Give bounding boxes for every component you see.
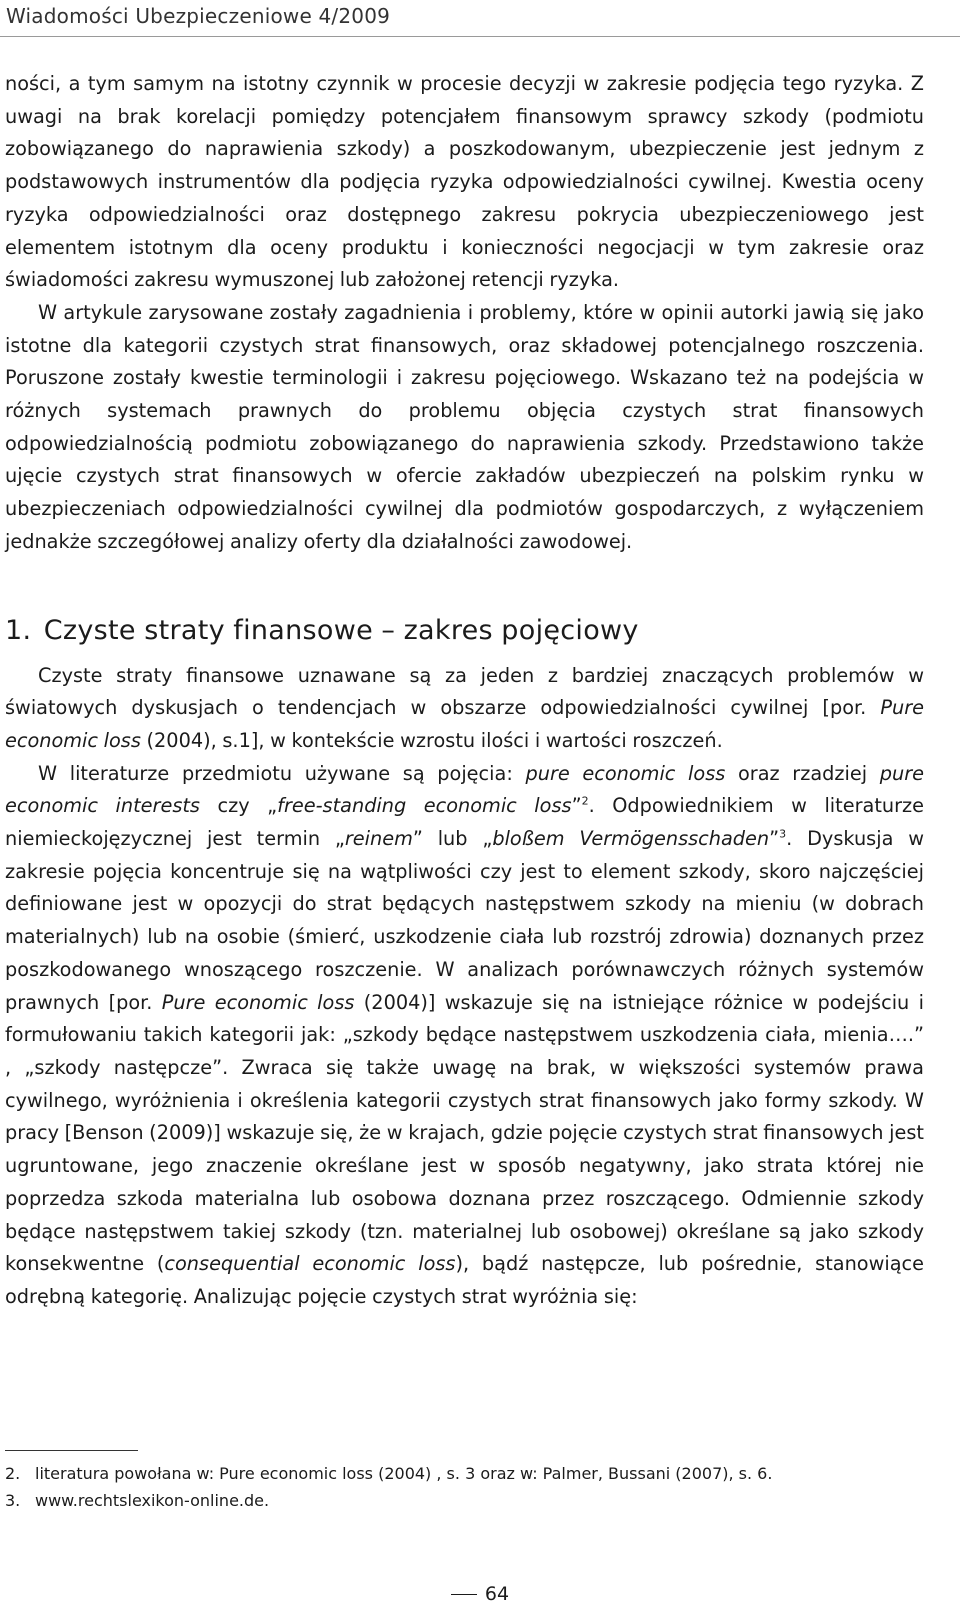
page-number-dash <box>451 1594 477 1595</box>
text-run: . Odpowiednikiem w literaturze niemieckojęzycznej jest termin „ <box>5 794 925 851</box>
italic-run: consequential economic loss <box>164 1252 456 1276</box>
footnote-ref-3: 3 <box>779 827 787 841</box>
text-run: ” lub „ <box>412 827 493 851</box>
italic-run: Pure economic loss <box>5 696 924 752</box>
footnote-text: literatura powołana w: Pure economic loss (2004) , s. 3 oraz w: Palmer, Bussani (2007), s. 6. <box>35 1464 773 1483</box>
running-header <box>0 0 960 37</box>
section-paragraph-1 <box>5 660 924 758</box>
page-number <box>0 1583 960 1605</box>
text-run: ), bądź następcze, lub pośrednie, stanowiące odrębną kategorię. Analizując pojęcie czystych strat wyróżnia się: <box>5 1252 924 1308</box>
section-paragraph-2 <box>5 758 924 1314</box>
footnote-text: www.rechtslexikon-online.de. <box>35 1491 270 1510</box>
text-run: ” <box>769 827 780 851</box>
page-number-value: 64 <box>484 1583 510 1605</box>
italic-run: bloßem Vermögensschaden <box>492 827 770 851</box>
article-body <box>5 68 924 1314</box>
text-run: W literaturze przedmiotu używane są pojęcia: <box>38 761 526 785</box>
intro-paragraph-1: ności, a tym samym na istotny czynnik w procesie decyzji w zakresie podjęcia tego ryzyka. Z uwagi na brak korelacji pomiędzy potencjałem finansowym sprawcy szkody (podmiotu zobowiązanego do naprawienia szkody) a poszkodowanym, ubezpieczenie jest jednym z podstawowych instrumentów dla podjęcia ryzyka odpowiedzialności cywilnej. Kwestia oceny ryzyka odpowiedzialności oraz dostępnego zakresu pokrycia ubezpieczeniowego jest elementem istotnym dla oceny produktu i konieczności negocjacji w tym zakresie oraz świadomości zakresu wymuszonej lub założonej retencji ryzyka. <box>5 72 924 292</box>
italic-run: free-standing economic loss <box>277 794 572 818</box>
footnote-ref-2: 2 <box>581 794 589 808</box>
footnote-number: 3. <box>5 1491 21 1510</box>
footnote-number: 2. <box>5 1464 21 1483</box>
section-number: 1. <box>5 614 32 646</box>
text-run: ” <box>571 794 582 818</box>
footnote-item <box>5 1487 924 1514</box>
intro-paragraph-2: W artykule zarysowane zostały zagadnienia i problemy, które w opinii autorki jawią się jako istotne dla kategorii czystych strat finansowych, oraz składowej potencjalnego roszczenia. Poruszone zostały kwestie terminologii i zakresu pojęciowego. Wskazano też na podejścia w różnych systemach prawnych do problemu objęcia czystych strat finansowych odpowiedzialnością podmiotu zobowiązanego do naprawienia szkody. Przedstawiono także ujęcie czystych strat finansowych w ofercie zakładów ubezpieczeń na polskim rynku w ubezpieczeniach odpowiedzialności cywilnej dla podmiotów gospodarczych, z wyłączeniem jednakże szczegółowej analizy oferty dla działalności zawodowej. <box>5 300 924 553</box>
text-run: (2004)] wskazuje się na istniejące różnice w podejściu i formułowaniu takich kategorii jak: „szkody będące następstwem uszkodzenia ciała, mienia….” , „szkody następcze”. Zwraca się także uwagę na brak, w większości systemów prawa cywilnego, wyróżnienia i określenia kategorii czystych strat finansowych jako formy szkody. W pracy [Benson (2009)] wskazuje się, że w krajach, gdzie pojęcie czystych strat finansowych jest ugruntowane, jego znaczenie określane jest w sposób negatywny, jako strata której nie poprzedza szkoda materialna lub osobowa doznana przez roszczącego. Odmiennie szkody będące następstwem takiej szkody (tzn. materialnej lub osobowej) określane są jako szkody konsekwentne ( <box>5 990 924 1276</box>
italic-run: pure economic loss <box>525 761 726 785</box>
italic-run: reinem <box>344 827 413 851</box>
footnote-item <box>5 1460 924 1487</box>
section-heading <box>5 614 924 648</box>
footnotes <box>5 1460 924 1514</box>
text-run: . Dyskusja w zakresie pojęcia koncentruje się na wątpliwości czy jest to element szkody, skoro najczęściej definiowane jest w opozycji do strat będących następstwem szkody na mieniu (w dobrach materialnych) lub na osobie (śmierć, uszkodzenie ciała lub rozstrój zdrowia) doznanych przez poszkodowanego wnoszącego roszczenie. W analizach porównawczych różnych systemów prawnych [por. <box>5 827 924 1014</box>
journal-title: Wiadomości Ubezpieczeniowe 4/2009 <box>6 4 391 28</box>
text-run: oraz rzadziej <box>725 761 880 785</box>
text-run: Czyste straty finansowe uznawane są za jeden z bardziej znaczących problemów w światowych dyskusjach o tendencjach w obszarze odpowiedzialności cywilnej [por. <box>5 663 924 720</box>
text-run: czy „ <box>199 794 278 818</box>
text-run: (2004), s.1], w kontekście wzrostu ilości i wartości roszczeń. <box>140 728 723 752</box>
italic-run: Pure economic loss <box>161 990 355 1014</box>
italic-run: pure economic interests <box>5 761 924 818</box>
section-title: Czyste straty finansowe – zakres pojęciowy <box>43 614 639 646</box>
footnote-divider <box>5 1450 138 1451</box>
